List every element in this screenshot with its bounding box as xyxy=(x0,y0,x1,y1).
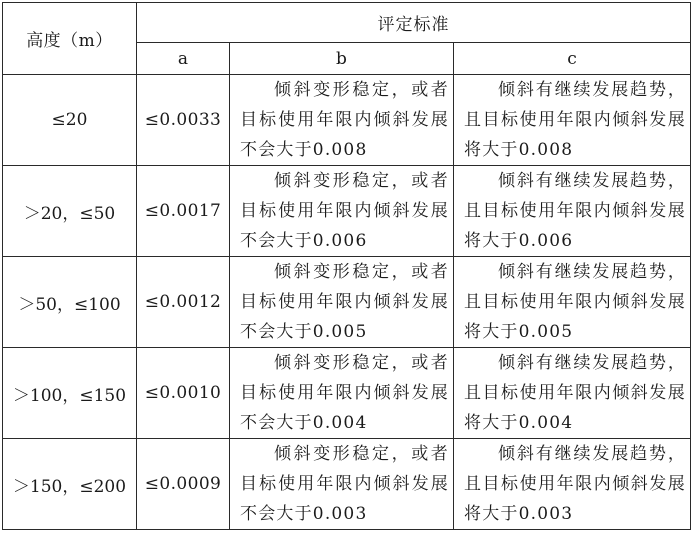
column-header-b: b xyxy=(230,43,454,75)
header-row xyxy=(3,3,691,43)
table-row xyxy=(3,439,691,530)
grade-c-cell: 倾斜有继续发展趋势，且目标使用年限内倾斜发展将大于0.008 xyxy=(454,75,691,166)
column-header-a: a xyxy=(137,43,230,75)
height-cell: ＞100，≤150 xyxy=(3,348,137,439)
evaluation-standard-table xyxy=(2,2,691,530)
grade-b-cell: 倾斜变形稳定，或者目标使用年限内倾斜发展不会大于0.004 xyxy=(230,348,454,439)
grade-a-cell: ≤0.0033 xyxy=(137,75,230,166)
height-cell: ≤20 xyxy=(3,75,137,166)
grade-a-cell: ≤0.0010 xyxy=(137,348,230,439)
table-row xyxy=(3,166,691,257)
grade-c-cell: 倾斜有继续发展趋势，且目标使用年限内倾斜发展将大于0.005 xyxy=(454,257,691,348)
table-row xyxy=(3,75,691,166)
grade-b-cell: 倾斜变形稳定，或者目标使用年限内倾斜发展不会大于0.008 xyxy=(230,75,454,166)
table-row xyxy=(3,257,691,348)
grade-b-cell: 倾斜变形稳定，或者目标使用年限内倾斜发展不会大于0.003 xyxy=(230,439,454,530)
height-cell: ＞20，≤50 xyxy=(3,166,137,257)
height-cell: ＞150，≤200 xyxy=(3,439,137,530)
grade-b-cell: 倾斜变形稳定，或者目标使用年限内倾斜发展不会大于0.005 xyxy=(230,257,454,348)
grade-c-cell: 倾斜有继续发展趋势，且目标使用年限内倾斜发展将大于0.004 xyxy=(454,348,691,439)
grade-a-cell: ≤0.0009 xyxy=(137,439,230,530)
grade-c-cell: 倾斜有继续发展趋势，且目标使用年限内倾斜发展将大于0.003 xyxy=(454,439,691,530)
grade-a-cell: ≤0.0012 xyxy=(137,257,230,348)
grade-a-cell: ≤0.0017 xyxy=(137,166,230,257)
table-row xyxy=(3,348,691,439)
height-cell: ＞50，≤100 xyxy=(3,257,137,348)
height-column-header: 高度（m） xyxy=(3,3,137,75)
grade-c-cell: 倾斜有继续发展趋势，且目标使用年限内倾斜发展将大于0.006 xyxy=(454,166,691,257)
grade-b-cell: 倾斜变形稳定，或者目标使用年限内倾斜发展不会大于0.006 xyxy=(230,166,454,257)
criteria-header: 评定标准 xyxy=(137,3,691,43)
column-header-c: c xyxy=(454,43,691,75)
